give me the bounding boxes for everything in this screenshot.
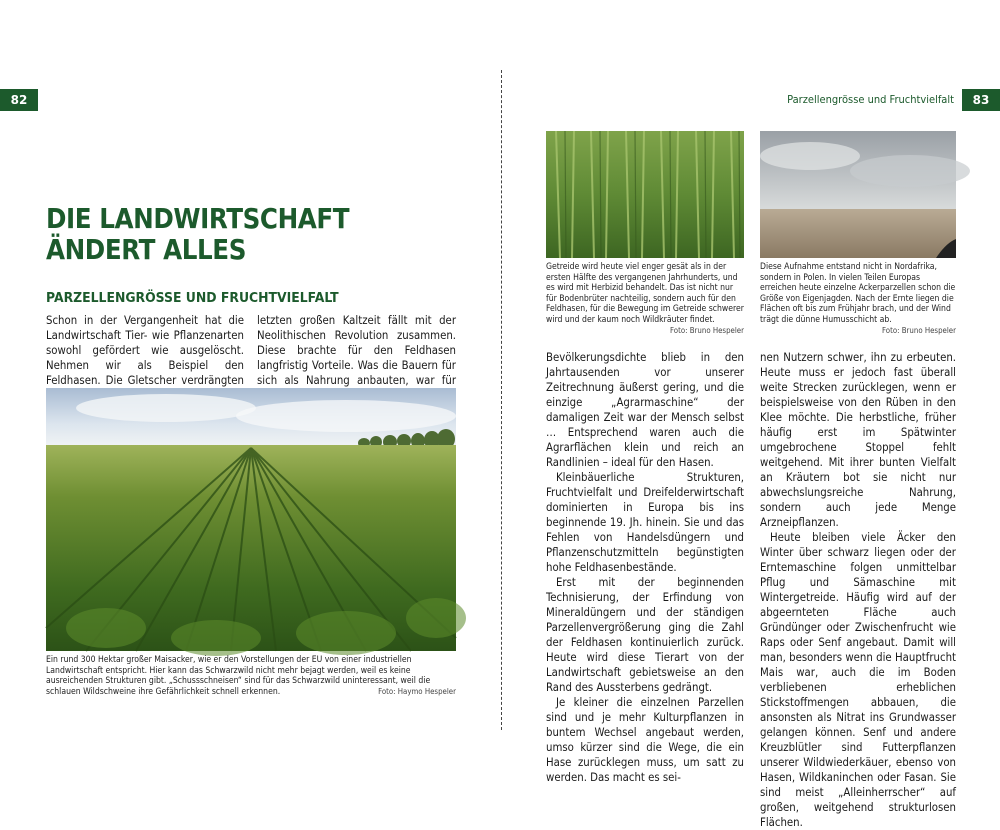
body-paragraph: Je kleiner die einzelnen Parzellen sind und je mehr Kulturpflanzen in buntem Wechsel angebaut werden, umso kürzer sind die Wege, die ein Hase zurücklegen muss, um satt zu werden. Das macht es sei- xyxy=(546,696,744,784)
caption-text: Ein rund 300 Hektar großer Maisacker, wie er den Vorstellungen der EU von einer industriellen Landwirtschaft entspricht. Hier kann das Schwarzwild nicht mehr bejagt werden, weil es keine ausreichenden Strukturen gibt. „Schussschneisen“ sind für das Schwarzwild uninteressant, weil die schlauen Wildschweine ihre Gefährlichkeit schnell erkennen. xyxy=(46,655,431,697)
chapter-title-line-1: DIE LANDWIRTSCHAFT xyxy=(46,202,350,235)
body-paragraph: Bevölkerungsdichte blieb in den Jahrtausenden vor unserer Zeitrechnung äußerst gering, und die einzige „Agrarmaschine“ der damaligen Zeit war der Mensch selbst … Entsprechend waren auch die Agrarflächen klein und reich an Randlinien – ideal für den Hasen. xyxy=(546,351,744,469)
section-heading: PARZELLENGRÖSSE UND FRUCHTVIELFALT xyxy=(46,290,339,306)
photo-credit: Foto: Bruno Hespeler xyxy=(670,325,744,335)
maize-photo-caption xyxy=(46,655,456,697)
caption-text: Diese Aufnahme entstand nicht in Nordafrika, sondern in Polen. In vielen Teilen Europas erreichen heute einzelne Ackerparzellen schon die Größe von Eigenjagden. Nach der Ernte liegen die Flächen oft bis zum Frühjahr brach, und der Wind trägt die dünne Humusschicht ab. xyxy=(760,262,956,325)
bare-field-photo-caption xyxy=(760,262,956,336)
body-paragraph: Erst mit der beginnenden Technisierung, der Erfindung von Mineraldüngern und der ständigen Parzellenvergrößerung ging die Zahl der Feldhasen kontinuierlich zurück. Heute wird diese Tierart von der Landwirtschaft gebietsweise an den Rand des Aussterbens gedrängt. xyxy=(546,576,744,694)
photo-credit: Foto: Haymo Hespeler xyxy=(378,686,456,696)
right-text-column-1 xyxy=(546,350,744,785)
body-paragraph: nen Nutzern schwer, ihn zu erbeuten. Heute muss er jedoch fast überall weite Strecken zurücklegen, wenn er beispielsweise von den Rüben in den Klee möchte. Die herbstliche, früher häufig erst im Spätwinter umgebrochene Stoppel fehlt weitgehend. Mit ihrer bunten Vielfalt an Kräutern bot sie nicht nur abwechslungsreiche Nahrung, sondern auch jede Menge Arzneipflanzen. xyxy=(760,351,956,529)
chapter-title xyxy=(46,203,416,265)
page-number-right: 83 xyxy=(962,89,1000,111)
right-text-column-2 xyxy=(760,350,956,830)
page-number-left: 82 xyxy=(0,89,38,111)
maize-field-photo xyxy=(46,388,456,651)
wheat-photo-caption xyxy=(546,262,744,336)
wheat-image xyxy=(546,131,744,258)
body-paragraph: Schon in der Vergangenheit hat die Landwirtschaft Tier- wie Pflanzenarten sowohl gefördert wie ausgelöscht. Nehmen wir als Beispiel den Feldhasen. Die Gletscher verdrängten xyxy=(46,314,244,387)
bare-field-image xyxy=(760,131,956,258)
caption-text: Getreide wird heute viel enger gesät als in der ersten Hälfte des vergangenen Jahrhunderts, und es wird mit Herbizid behandelt. Das ist nicht nur für Bodenbrüter nachteilig, sondern auch für den Feldhasen, für die Bewegung im Getreide schwerer wird und der kaum noch Wildkräuter findet. xyxy=(546,262,744,325)
running-head: Parzellengrösse und Fruchtvielfalt xyxy=(787,93,954,106)
chapter-title-line-2: ÄNDERT ALLES xyxy=(46,233,247,266)
maize-field-image xyxy=(46,388,456,651)
page-spine-divider xyxy=(501,70,502,730)
body-paragraph: Heute bleiben viele Äcker den Winter über schwarz liegen oder der Erntemaschine folgen unmittelbar Pflug und Sämaschine mit Wintergetreide. Häufig wird auf der abgeernteten Fläche auch Gründünger oder Zwischenfrucht wie Raps oder Senf angebaut. Damit will man, besonders wenn die Hauptfrucht Mais war, auch die im Boden verbliebenen erheblichen Stickstoffmengen abbauen, die ansonsten als Nitrat ins Grundwasser gelangen können. Senf und andere Kreuzblütler sind Futterpflanzen unserer Wildwiederkäuer, ebenso von Hasen, Wildkaninchen oder Fasan. Sie sind meist „Alleinherrscher“ auf großen, weitgehend strukturlosen Flächen. xyxy=(760,531,956,829)
body-paragraph: letzten großen Kaltzeit fällt mit der Neolithischen Revolution zusammen. Diese brachte für den Feldhasen langfristig Vorteile. Was die Bauern für sich als Nahrung anbauten, war für xyxy=(257,314,456,387)
body-paragraph: Kleinbäuerliche Strukturen, Fruchtvielfalt und Dreifelderwirtschaft dominierten in Europa bis ins beginnende 19. Jh. hinein. Sie und das Fehlen von Handelsdüngern und Pflanzenschutzmitteln begünstigten hohe Feldhasenbestände. xyxy=(546,471,744,574)
wheat-photo xyxy=(546,131,744,258)
photo-credit: Foto: Bruno Hespeler xyxy=(882,325,956,335)
bare-field-photo xyxy=(760,131,956,258)
